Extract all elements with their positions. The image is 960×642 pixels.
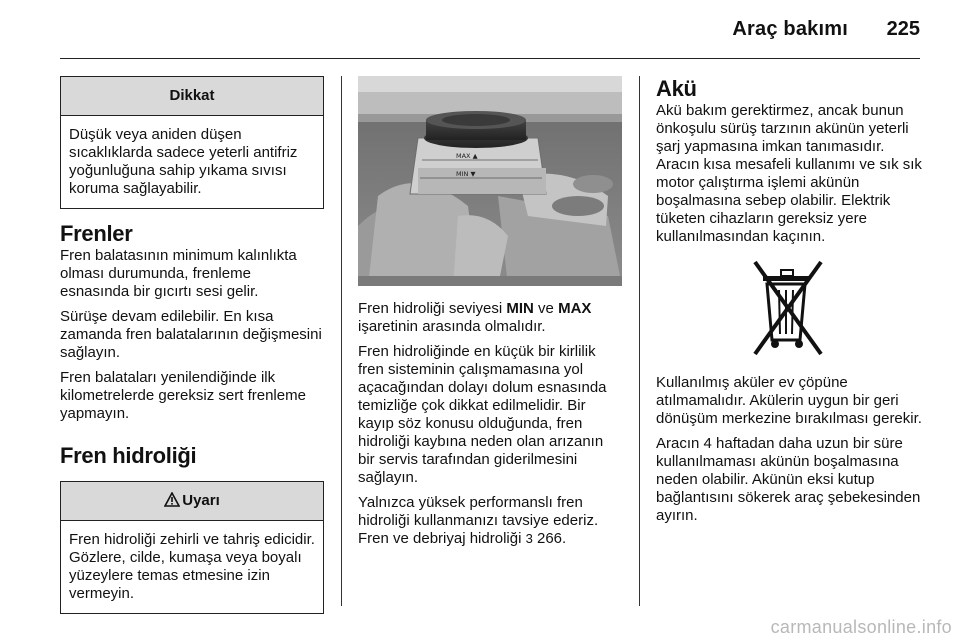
storage-paragraph: Aracın 4 haftadan daha uzun bir süre kullanılmaması akünün boşalmasına neden olabilir. Akünün eksi kutup bağlantısını sökerek araç şebekesinden ayırın. xyxy=(656,435,921,524)
contamination-paragraph: Fren hidroliğinde en küçük bir kirlilik fren sisteminin çalışmamasına yol açacağından dolayı dolum esnasında temizliğe çok dikkat edilmelidir. Bir kayıp söz konusu olduğunda, fren hidroliği kaybına neden olan arızanın bir servis tarafından giderilmesini sağlayın. xyxy=(358,343,607,486)
brakes-paragraph: Fren balataları yenilendiğinde ilk kilometrelerde gereksiz sert frenleme yapmayın. xyxy=(60,369,306,422)
brake-fluid-heading: Fren hidroliği xyxy=(60,443,197,468)
page-reference[interactable]: 266. xyxy=(532,530,567,547)
recommendation-paragraph xyxy=(358,494,622,548)
battery-paragraph: Akü bakım gerektirmez, ancak bunun önkoşulu sürüş tarzının akünün yeterli şarj yapmasına imkan tanımasıdır. Aracın kısa mesafeli kullanımı ve sık sık motor çalıştırma işlemi akünün boşalmasına sebep olabilir. Elektrik tüketen cihazların gereksiz yere kullanılmasından kaçının. xyxy=(656,102,922,245)
fluid-level-text-end: işaretinin arasında olmalıdır. xyxy=(358,318,546,335)
notice-title: Dikkat xyxy=(61,77,323,116)
battery-heading: Akü xyxy=(656,76,697,101)
warning-triangle-icon xyxy=(164,492,180,507)
watermark: carmanualsonline.info xyxy=(770,617,952,637)
middle-column xyxy=(358,76,622,555)
right-column xyxy=(656,76,922,532)
max-label: MAX xyxy=(558,300,592,317)
warning-text: Fren hidroliği zehirli ve tahriş edicidir. Gözlere, cilde, kumaşa veya boyalı yüzeylere temas etmesine izin vermeyin. xyxy=(69,531,315,602)
left-column xyxy=(60,76,324,614)
warning-box xyxy=(60,481,324,614)
notice-box xyxy=(60,76,324,209)
min-marker-label: MIN ▼ xyxy=(456,170,476,178)
brakes-paragraph: Sürüşe devam edilebilir. En kısa zamanda fren balatalarının değişmesini sağlayın. xyxy=(60,308,322,361)
header-rule xyxy=(60,58,920,59)
warning-title: Uyarı xyxy=(182,492,220,509)
brakes-paragraph: Fren balatasının minimum kalınlıkta olması durumunda, frenleme esnasında bir gıcırtı sesi gelir. xyxy=(60,247,297,300)
max-marker-label: MAX ▲ xyxy=(456,152,478,160)
warning-header xyxy=(61,482,323,521)
fluid-level-text-and: ve xyxy=(533,300,559,317)
fluid-level-text-start: Fren hidroliği seviyesi xyxy=(358,300,507,317)
column-divider-left xyxy=(341,76,342,606)
notice-text: Düşük veya aniden düşen sıcaklıklarda sadece yeterli antifriz yoğunluğuna sahip yıkama sıvısı koruma sağlayabilir. xyxy=(69,126,298,197)
page-reference-arrow: 3 xyxy=(525,531,533,546)
recommendation-text: Yalnızca yüksek performanslı fren hidroliği kullanmanızı tavsiye ederiz. Fren ve debriyaj hidroliği xyxy=(358,494,599,547)
column-divider-right xyxy=(639,76,640,606)
fluid-level-paragraph xyxy=(358,300,622,336)
brakes-heading: Frenler xyxy=(60,221,133,246)
page-header xyxy=(0,0,960,60)
disposal-paragraph: Kullanılmış aküler ev çöpüne atılmamalıdır. Akülerin uygun bir geri dönüşüm merkezine bırakılması gerekir. xyxy=(656,374,922,427)
header-title: Araç bakımı xyxy=(732,18,848,40)
page-number: 225 xyxy=(886,18,920,40)
crossed-out-bin-icon xyxy=(749,258,829,358)
min-label: MIN xyxy=(506,300,534,317)
brake-fluid-reservoir-photo xyxy=(358,76,622,286)
